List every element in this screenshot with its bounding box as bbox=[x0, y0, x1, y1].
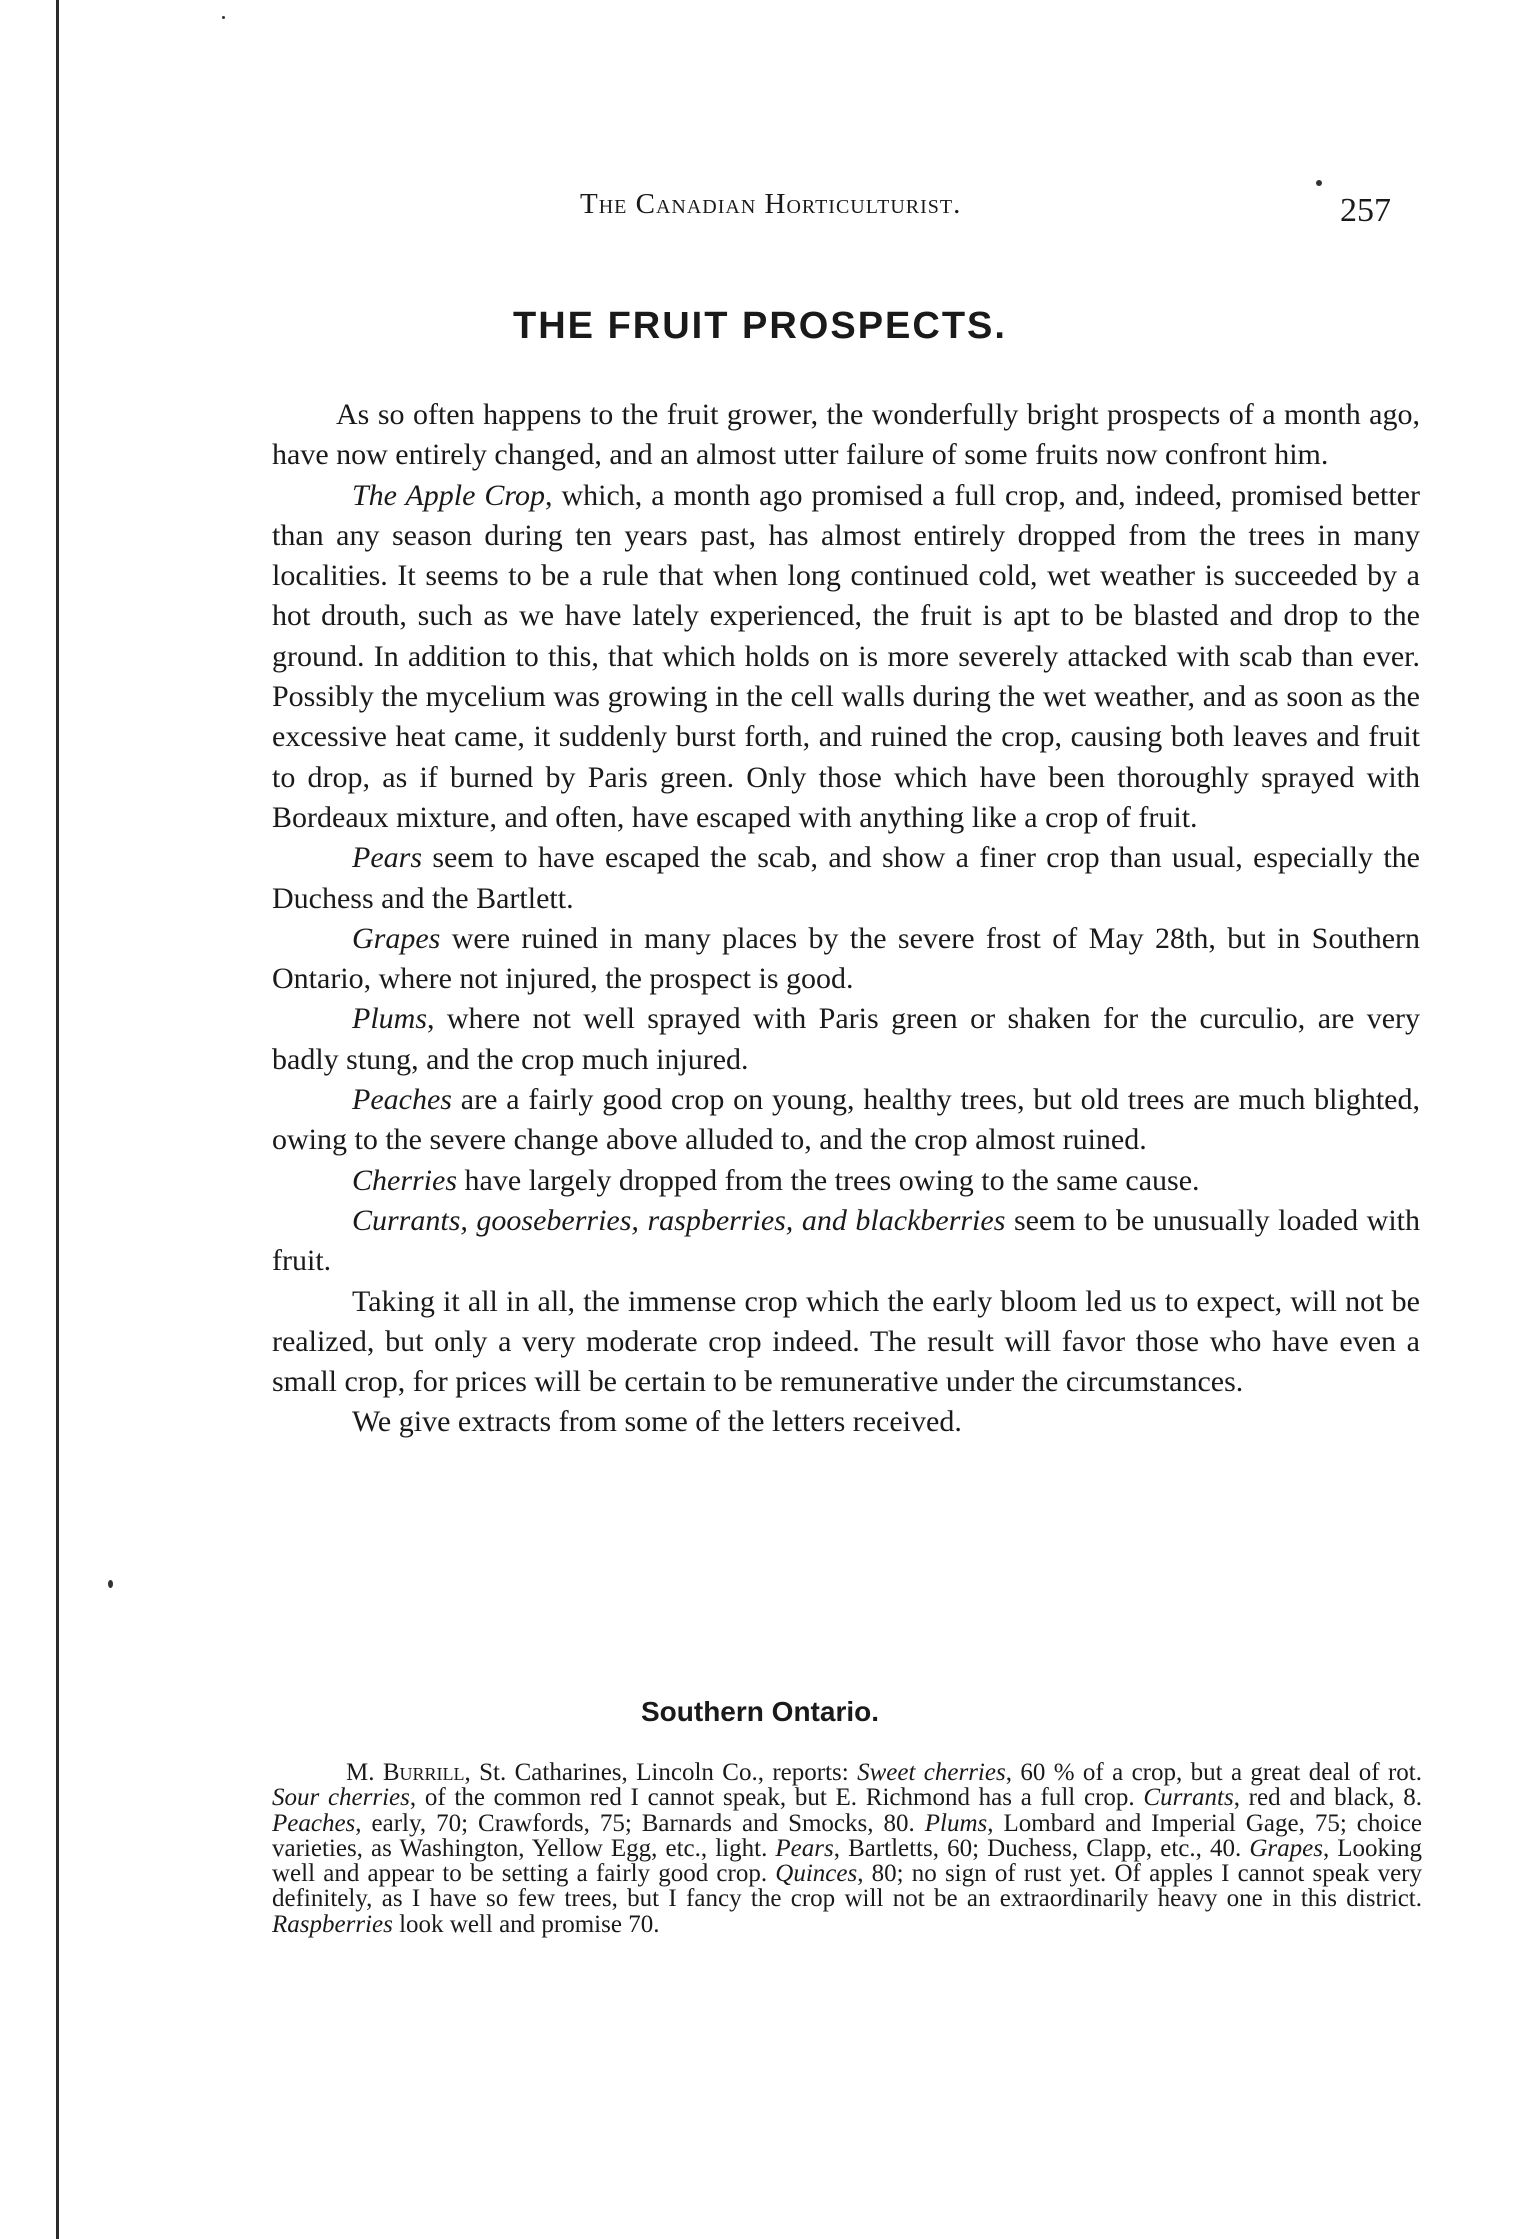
correspondent-name: M. Burrill bbox=[346, 1759, 465, 1786]
paragraph-topic: Plums bbox=[352, 1002, 427, 1036]
page-number: 257 bbox=[1340, 192, 1391, 229]
print-speck bbox=[108, 1580, 113, 1588]
report-fruit: Pears bbox=[775, 1834, 834, 1862]
paragraph-text: , where not well sprayed with Paris green or shaken for the curculio, are very badly stung, and the crop much injured. bbox=[272, 1002, 1420, 1076]
report-text: , Looking well and appear to be setting a fairly good crop. bbox=[272, 1834, 1422, 1888]
print-speck bbox=[1316, 180, 1322, 186]
report-text: , Lombard and Imperial Gage, 75; choice varieties, as Washington, Yellow Egg, etc., light. bbox=[272, 1809, 1423, 1862]
report-fruit: Sweet cherries bbox=[857, 1759, 1006, 1786]
report-text: , 80; no sign of rust yet. Of apples I cannot speak very definitely, as I have so few trees, but I fancy the crop will not be an extraordinarily heavy one in this district. bbox=[272, 1860, 1422, 1913]
paragraph-text: seem to be unusually loaded with fruit. bbox=[272, 1203, 1420, 1278]
paragraph-text: were ruined in many places by the severe frost of May 28th, but in Southern Ontario, where not injured, the prospect is good. bbox=[272, 921, 1420, 996]
paragraph-text: have largely dropped from the trees owing to the same cause. bbox=[457, 1163, 1200, 1197]
article-body bbox=[272, 395, 1420, 1443]
paragraph-text: are a fairly good crop on young, healthy trees, but old trees are much blighted, owing to the severe change above alluded to, and the crop almost ruined. bbox=[272, 1083, 1420, 1157]
report-fruit: Currants bbox=[1143, 1784, 1234, 1812]
report-fruit: Peaches bbox=[272, 1809, 356, 1837]
report-fruit: Grapes bbox=[1249, 1834, 1323, 1862]
report-text: , Bartletts, 60; Duchess, Clapp, etc., 40. bbox=[833, 1834, 1250, 1862]
paragraph bbox=[272, 1161, 1420, 1201]
paragraph bbox=[272, 919, 1420, 1000]
paragraph-text: Taking it all in all, the immense crop which the early bloom led us to expect, will not be realized, but only a very moderate crop indeed. The result will favor those who have even a small crop, for prices will be certain to be remunerative under the circumstances. bbox=[272, 1284, 1420, 1399]
paragraph bbox=[272, 999, 1420, 1080]
paragraph-topic: Pears bbox=[352, 841, 422, 875]
section-heading: Southern Ontario. bbox=[641, 1696, 879, 1727]
report-text: look well and promise 70. bbox=[392, 1910, 660, 1938]
report-fruit: Quinces bbox=[775, 1860, 858, 1888]
report-fruit: Raspberries bbox=[272, 1910, 393, 1938]
paragraph bbox=[272, 1402, 1420, 1442]
report-fruit: Sour cherries bbox=[272, 1784, 410, 1812]
paragraph-topic: Cherries bbox=[352, 1163, 457, 1197]
paragraph bbox=[272, 476, 1420, 839]
paragraph-topic: Grapes bbox=[352, 921, 441, 955]
paragraph-topic: The Apple Crop bbox=[352, 478, 545, 512]
paragraph bbox=[272, 395, 1420, 476]
paragraph bbox=[272, 1201, 1420, 1282]
report-fruit: Plums bbox=[924, 1809, 988, 1837]
report-text: , of the common red I cannot speak, but E. Richmond has a full crop. bbox=[409, 1784, 1144, 1812]
report-text: , St. Catharines, Lincoln Co., reports: bbox=[464, 1759, 858, 1786]
paragraph bbox=[272, 1282, 1420, 1403]
print-speck bbox=[222, 16, 225, 19]
report-text: , early, 70; Crawfords, 75; Barnards and Smocks, 80. bbox=[355, 1809, 925, 1837]
running-head: The Canadian Horticulturist. bbox=[580, 188, 962, 220]
paragraph bbox=[272, 1080, 1420, 1161]
paragraph-topic: Currants, gooseberries, raspberries, and blackberries bbox=[352, 1203, 1006, 1237]
paragraph-text: As so often happens to the fruit grower, the wonderfully bright prospects of a month ago, have now entirely changed, and an almost utter failure of some fruits now confront him. bbox=[272, 398, 1420, 472]
article-title: THE FRUIT PROSPECTS. bbox=[513, 305, 1007, 347]
paragraph-text: , which, a month ago promised a full crop, and, indeed, promised better than any season during ten years past, has almost entirely dropped from the trees in many localities. It seems to be a rule that when long continued cold, wet weather is succeeded by a hot drouth, such as we have lately experienced, the fruit is apt to be blasted and drop to the ground. In addition to this, that which holds on is more severely attacked with scab than ever. Possibly the mycelium was growing in the cell walls during the wet weather, and as soon as the excessive heat came, it suddenly burst forth, and ruined the crop, causing both leaves and fruit to drop, as if burned by Paris green. Only those which have been thoroughly sprayed with Bordeaux mixture, and often, have escaped with anything like a crop of fruit. bbox=[272, 478, 1420, 834]
report-text: , red and black, 8. bbox=[1233, 1784, 1423, 1812]
paragraph-text: We give extracts from some of the letters received. bbox=[352, 1405, 962, 1439]
report-text: , 60 % of a crop, but a great deal of rot. bbox=[1005, 1759, 1422, 1786]
paragraph-text: seem to have escaped the scab, and show a finer crop than usual, especially the Duchess and the Bartlett. bbox=[272, 841, 1420, 915]
paragraph bbox=[272, 838, 1420, 919]
paragraph-topic: Peaches bbox=[352, 1083, 452, 1117]
correspondent-report bbox=[272, 1760, 1422, 1937]
